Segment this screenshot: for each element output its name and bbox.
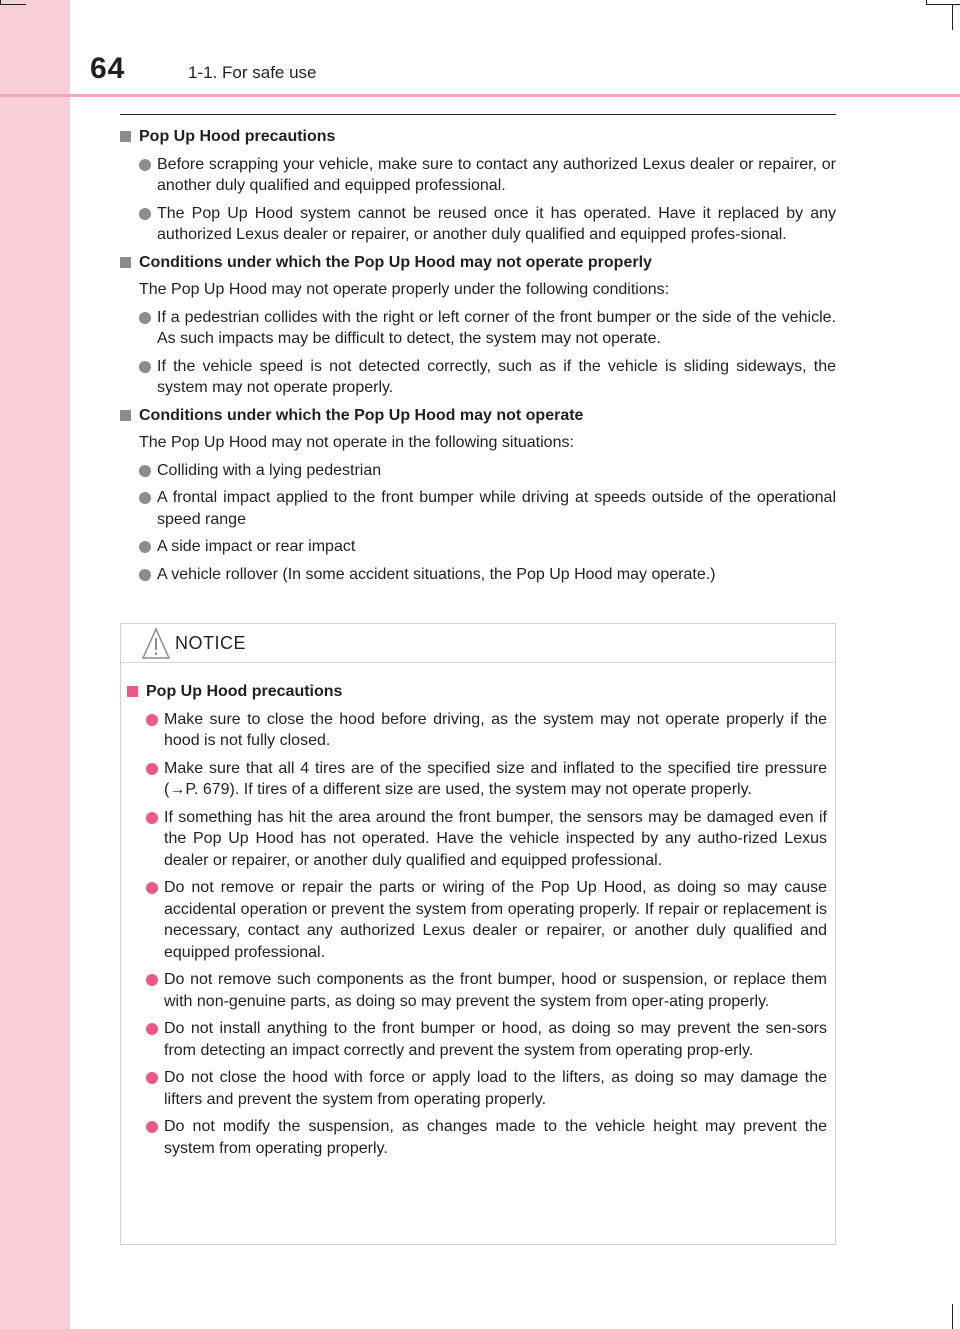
notice-list-item: Make sure to close the hood before driving, as the system may not operate properly if the hood is not fully closed. — [127, 709, 827, 752]
list-item: The Pop Up Hood system cannot be reused once it has operated. Have it replaced by any authorized Lexus dealer or repairer, or another duly qualified and equipped profes-sional. — [120, 203, 836, 246]
notice-title: NOTICE — [175, 633, 247, 653]
round-bullet-icon — [139, 541, 151, 553]
list-item: If the vehicle speed is not detected correctly, such as if the vehicle is sliding sideways, the system may not operate properly. — [120, 356, 836, 399]
round-bullet-icon — [146, 1072, 158, 1084]
warning-triangle-icon — [141, 626, 171, 660]
list-item: Colliding with a lying pedestrian — [120, 460, 836, 482]
section-intro: The Pop Up Hood may not operate properly under the following conditions: — [139, 281, 670, 298]
round-bullet-icon — [146, 1023, 158, 1035]
round-bullet-icon — [146, 1121, 158, 1133]
notice-list-item: If something has hit the area around the front bumper, the sensors may be damaged even if the Pop Up Hood has not operated. Have the vehicle inspected by any autho-rized Lexus dealer or repairer, or another duly qualified and equipped professional. — [127, 807, 827, 872]
round-bullet-icon — [146, 714, 158, 726]
round-bullet-icon — [146, 882, 158, 894]
round-bullet-icon — [139, 159, 151, 171]
section-heading: Conditions under which the Pop Up Hood may not operate — [120, 405, 836, 427]
section-heading: Conditions under which the Pop Up Hood may not operate properly — [120, 252, 836, 274]
page-number: 64 — [90, 52, 126, 85]
main-content — [120, 126, 836, 591]
round-bullet-icon — [146, 812, 158, 824]
section-heading: Pop Up Hood precautions — [120, 126, 836, 148]
round-bullet-icon — [139, 465, 151, 477]
header-rule — [0, 94, 960, 97]
round-bullet-icon — [139, 312, 151, 324]
notice-list-item: Do not install anything to the front bumper or hood, as doing so may prevent the sen-sors from detecting an impact correctly and prevent the system from operating prop-erly. — [127, 1018, 827, 1061]
crop-mark — [926, 4, 960, 5]
notice-header — [121, 624, 835, 663]
crop-mark — [0, 4, 26, 5]
list-item: If a pedestrian collides with the right or left corner of the front bumper or the side of the vehicle. As such impacts may be difficult to detect, the system may not operate. — [120, 307, 836, 350]
section-intro: The Pop Up Hood may not operate in the following situations: — [139, 434, 574, 451]
square-bullet-icon — [120, 410, 131, 421]
round-bullet-icon — [146, 974, 158, 986]
notice-box — [120, 623, 836, 1245]
list-item: A vehicle rollover (In some accident situations, the Pop Up Hood may operate.) — [120, 564, 836, 586]
round-bullet-icon — [139, 208, 151, 220]
notice-list-item: Do not remove or repair the parts or wiring of the Pop Up Hood, as doing so may cause accidental operation or prevent the system from operating properly. If repair or replacement is necessary, contact any authorized Lexus dealer or repairer, or another duly qualified and equipped professional. — [127, 877, 827, 963]
section-title: 1-1. For safe use — [188, 63, 317, 82]
list-item: A frontal impact applied to the front bumper while driving at speeds outside of the operational speed range — [120, 487, 836, 530]
round-bullet-icon — [146, 763, 158, 775]
side-color-band — [0, 0, 70, 1329]
notice-heading: Pop Up Hood precautions — [127, 681, 827, 703]
notice-list-item: Do not remove such components as the front bumper, hood or suspension, or replace them with non-genuine parts, as doing so may prevent the system from oper-ating properly. — [127, 969, 827, 1012]
list-item: Before scrapping your vehicle, make sure to contact any authorized Lexus dealer or repairer, or another duly qualified and equipped professional. — [120, 154, 836, 197]
square-bullet-icon — [120, 131, 131, 142]
list-item: A side impact or rear impact — [120, 536, 836, 558]
notice-list-item: Do not modify the suspension, as changes made to the vehicle height may prevent the system from operating properly. — [127, 1116, 827, 1159]
round-bullet-icon — [139, 361, 151, 373]
content-top-rule — [120, 114, 836, 115]
square-bullet-icon — [120, 257, 131, 268]
notice-body — [121, 663, 835, 1159]
round-bullet-icon — [139, 569, 151, 581]
notice-list-item: Do not close the hood with force or apply load to the lifters, as doing so may damage the lifters and prevent the system from operating properly. — [127, 1067, 827, 1110]
round-bullet-icon — [139, 492, 151, 504]
crop-mark — [952, 4, 953, 30]
notice-list-item: Make sure that all 4 tires are of the specified size and inflated to the specified tire pressure (→P. 679). If tires of a different size are used, the system may not operate properly. — [127, 758, 827, 801]
square-bullet-icon — [127, 686, 138, 697]
crop-mark — [952, 1304, 953, 1329]
